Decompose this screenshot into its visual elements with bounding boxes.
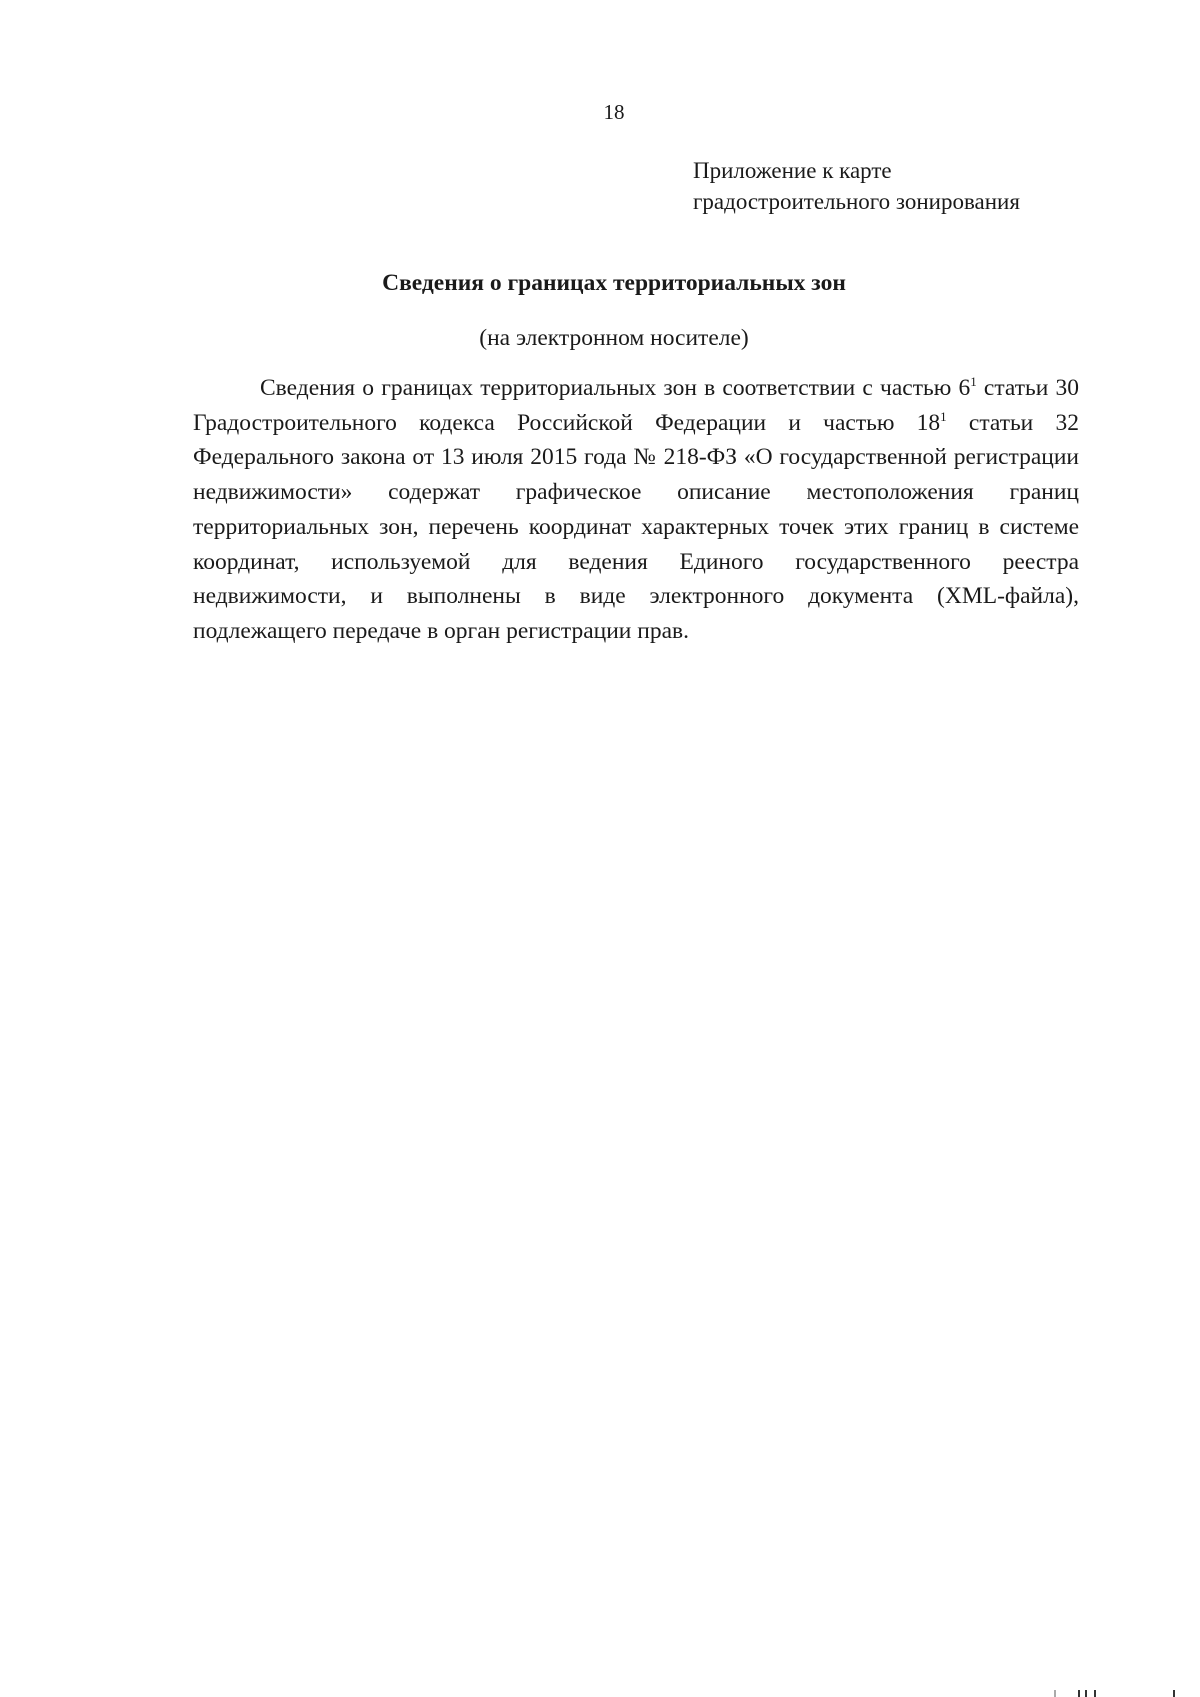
body-paragraph bbox=[193, 371, 1079, 649]
appendix-line-2: градостроительного зонирования bbox=[693, 189, 1020, 214]
body-text-part-3: статьи 32 Федерального закона от 13 июля 2015 года № 218-ФЗ «О государственной регистрации недвижимости» содержат графическое описание местоположения границ территориальных зон, перечень координат характерных точек этих границ в системе координат, используемой для ведения Единого государственного реестра недвижимости, и выполнены в виде электронного документа (XML-файла), подлежащего передаче в орган регистрации прав. bbox=[193, 409, 1079, 644]
scan-artifact-marks bbox=[1040, 1690, 1200, 1697]
body-text-part-1: Сведения о границах территориальных зон в соответствии с частью 6 bbox=[260, 375, 971, 401]
superscript-2: 1 bbox=[940, 408, 947, 424]
superscript-1: 1 bbox=[970, 374, 977, 389]
document-subtitle: (на электронном носителе) bbox=[479, 325, 749, 351]
appendix-note bbox=[693, 155, 1020, 217]
page-number: 18 bbox=[603, 100, 625, 124]
body-text-part-2: статьи 30 Градостроительного кодекса Российской Федерации и частью 18 bbox=[193, 375, 1080, 436]
document-title: Сведения о границах территориальных зон bbox=[382, 270, 846, 296]
appendix-line-1: Приложение к карте bbox=[693, 158, 892, 183]
